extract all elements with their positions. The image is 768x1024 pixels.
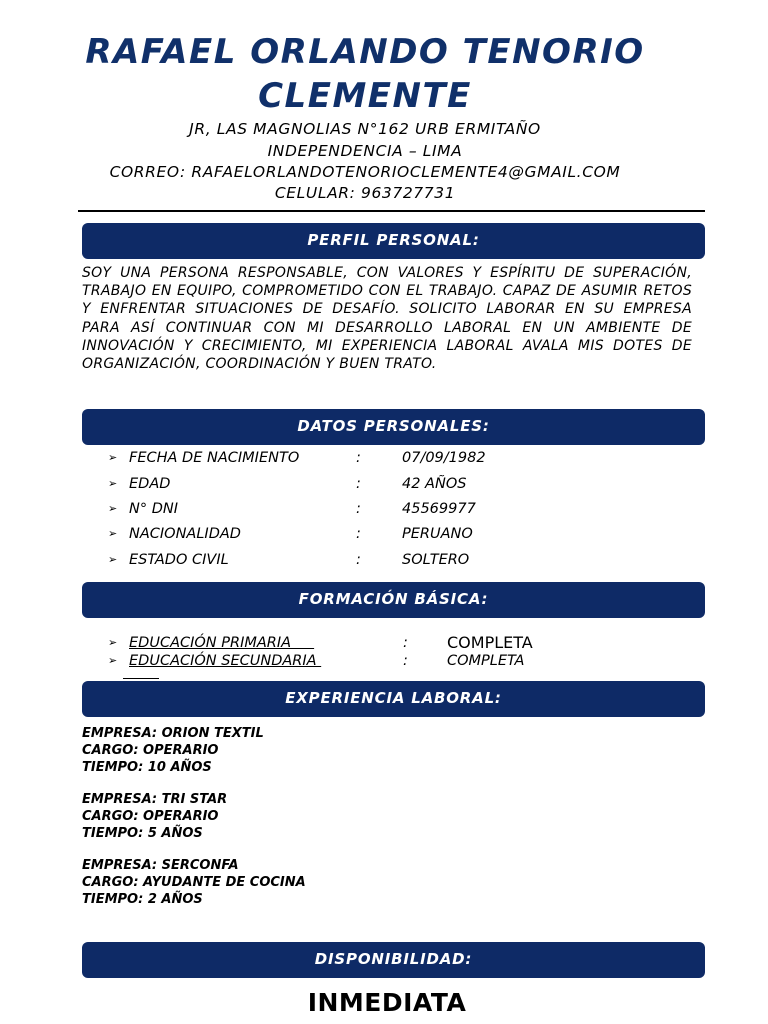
arrow-bullet-icon: ➢ (108, 477, 118, 490)
datos-separator: : (356, 476, 361, 492)
datos-separator: : (356, 552, 361, 568)
candidate-name (60, 30, 670, 118)
arrow-bullet-icon: ➢ (108, 527, 118, 540)
section-header-formacion: FORMACIÓN BÁSICA: (82, 582, 705, 618)
datos-label: NACIONALIDAD (129, 526, 241, 542)
arrow-bullet-icon: ➢ (108, 451, 118, 464)
formacion-label: EDUCACIÓN SECUNDARIA (129, 653, 322, 669)
job-duration: TIEMPO: 2 AÑOS (82, 891, 203, 907)
job-position: CARGO: OPERARIO (82, 742, 219, 758)
profile-text: SOY UNA PERSONA RESPONSABLE, CON VALORES Y ESPÍRITU DE SUPERACIÓN, TRABAJO EN EQUIPO, COMPROMETIDO CON EL TRABAJO. CAPAZ DE ASUMIR RETOS Y ENFRENTAR SITUACIONES DE DESAFÍO. SOLICITO LABORAR EN SU EMPRESA PARA ASÍ CONTINUAR CON MI DESARROLLO LABORAL EN UN AMBIENTE DE INNOVACIÓN Y CRECIMIENTO, MI EXPERIENCIA LABORAL AVALA MIS DOTES DE ORGANIZACIÓN, COORDINACIÓN Y BUEN TRATO. (82, 265, 692, 373)
datos-value: 45569977 (402, 501, 476, 517)
datos-value: 07/09/1982 (402, 450, 486, 466)
district: INDEPENDENCIA – LIMA (267, 142, 463, 160)
datos-label: EDAD (129, 476, 171, 492)
job-position: CARGO: AYUDANTE DE COCINA (82, 874, 306, 890)
datos-separator: : (356, 501, 361, 517)
formacion-label: EDUCACIÓN PRIMARIA (129, 635, 315, 651)
formacion-value: COMPLETA (447, 653, 525, 669)
arrow-bullet-icon: ➢ (108, 636, 118, 649)
datos-label: ESTADO CIVIL (129, 552, 229, 568)
availability-value: INMEDIATA (307, 988, 467, 1017)
arrow-bullet-icon: ➢ (108, 654, 118, 667)
job-entry (82, 858, 306, 908)
section-header-perfil: PERFIL PERSONAL: (82, 223, 705, 259)
section-header-experiencia: EXPERIENCIA LABORAL: (82, 681, 705, 717)
datos-label: FECHA DE NACIMIENTO (129, 450, 300, 466)
datos-separator: : (356, 450, 361, 466)
candidate-name-line2: CLEMENTE (258, 76, 472, 116)
arrow-bullet-icon: ➢ (108, 553, 118, 566)
job-entry (82, 792, 227, 842)
formacion-value: COMPLETA (447, 633, 533, 652)
job-duration: TIEMPO: 10 AÑOS (82, 759, 212, 775)
datos-value: SOLTERO (402, 552, 470, 568)
section-header-datos: DATOS PERSONALES: (82, 409, 705, 445)
datos-label: N° DNI (129, 501, 178, 517)
job-duration: TIEMPO: 5 AÑOS (82, 825, 203, 841)
section-header-disponibilidad: DISPONIBILIDAD: (82, 942, 705, 978)
job-company: EMPRESA: SERCONFA (82, 858, 239, 873)
phone: CELULAR: 963727731 (274, 184, 456, 202)
stray-underline (123, 678, 159, 679)
job-position: CARGO: OPERARIO (82, 808, 219, 824)
arrow-bullet-icon: ➢ (108, 502, 118, 515)
datos-value: PERUANO (402, 526, 473, 542)
job-company: EMPRESA: TRI STAR (82, 792, 228, 807)
datos-value: 42 AÑOS (402, 476, 467, 492)
job-company: EMPRESA: ORION TEXTIL (82, 726, 264, 741)
candidate-name-line1: RAFAEL ORLANDO TENORIO (85, 32, 645, 72)
datos-separator: : (356, 526, 361, 542)
formacion-separator: : (403, 653, 408, 669)
job-entry (82, 726, 264, 776)
address: JR, LAS MAGNOLIAS N°162 URB ERMITAÑO (189, 120, 541, 138)
formacion-separator: : (403, 635, 408, 651)
header-divider (78, 210, 705, 212)
email: CORREO: RAFAELORLANDOTENORIOCLEMENTE4@GMAIL.COM (109, 163, 621, 181)
